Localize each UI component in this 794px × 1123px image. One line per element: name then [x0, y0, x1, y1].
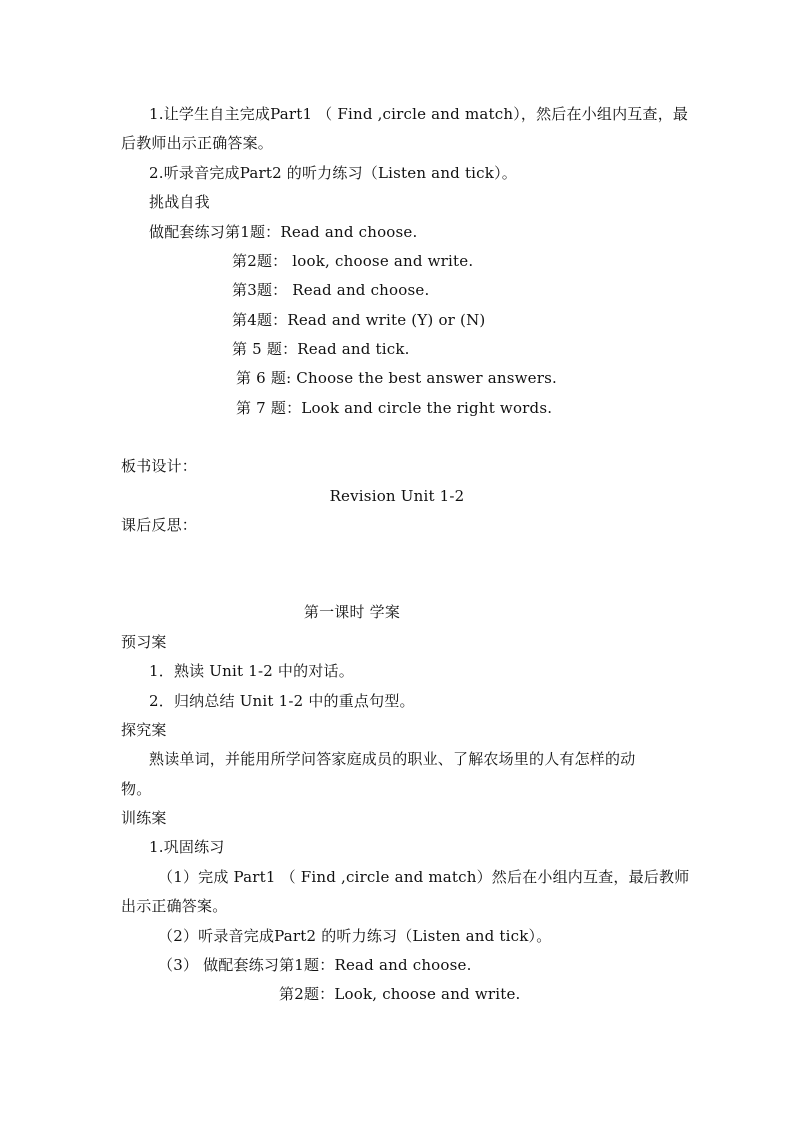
training-item-5: 第2题：Look, choose and write. [279, 985, 521, 1003]
training-item-4: （3） 做配套练习第1题：Read and choose. [158, 956, 472, 974]
challenge-heading: 挑战自我 [149, 193, 210, 211]
lesson-title: 第一课时 学案 [303, 603, 401, 621]
preview-item-1: 1．熟读 Unit 1-2 中的对话。 [149, 662, 354, 680]
training-item-2-line-1: （1）完成 Part1 （ Find ,circle and match）然后在小组内互查，最后教师 [158, 868, 690, 886]
training-item-2-line-2: 出示正确答案。 [121, 897, 228, 915]
preview-item-2: 2．归纳总结 Unit 1-2 中的重点句型。 [149, 692, 415, 710]
explore-line-1: 熟读单词，并能用所学问答家庭成员的职业、了解农场里的人有怎样的动 [149, 750, 636, 768]
training-heading: 训练案 [121, 809, 167, 827]
step-1-line-1: 1.让学生自主完成Part1 （ Find ,circle and match），然后在小组内互查，最 [149, 105, 689, 123]
exercise-7: 第 7 题：Look and circle the right words. [236, 399, 553, 417]
step-1-line-2: 后教师出示正确答案。 [121, 134, 274, 152]
explore-heading: 探究案 [121, 721, 167, 739]
preview-heading: 预习案 [121, 633, 167, 651]
exercise-6: 第 6 题: Choose the best answer answers. [236, 369, 557, 387]
explore-line-2: 物。 [121, 780, 152, 798]
reflection-label: 课后反思： [121, 516, 198, 534]
exercise-1: 做配套练习第1题：Read and choose. [149, 223, 418, 241]
exercise-2: 第2题： look, choose and write. [232, 252, 474, 270]
board-design-title: Revision Unit 1-2 [329, 487, 465, 505]
training-item-3: （2）听录音完成Part2 的听力练习（Listen and tick）。 [158, 927, 552, 945]
exercise-4: 第4题：Read and write (Y) or (N) [232, 311, 486, 329]
exercise-3: 第3题： Read and choose. [232, 281, 430, 299]
board-design-label: 板书设计： [121, 457, 198, 475]
exercise-5: 第 5 题：Read and tick. [232, 340, 410, 358]
training-item-1: 1.巩固练习 [149, 838, 225, 856]
step-2-line: 2.听录音完成Part2 的听力练习（Listen and tick）。 [149, 164, 517, 182]
